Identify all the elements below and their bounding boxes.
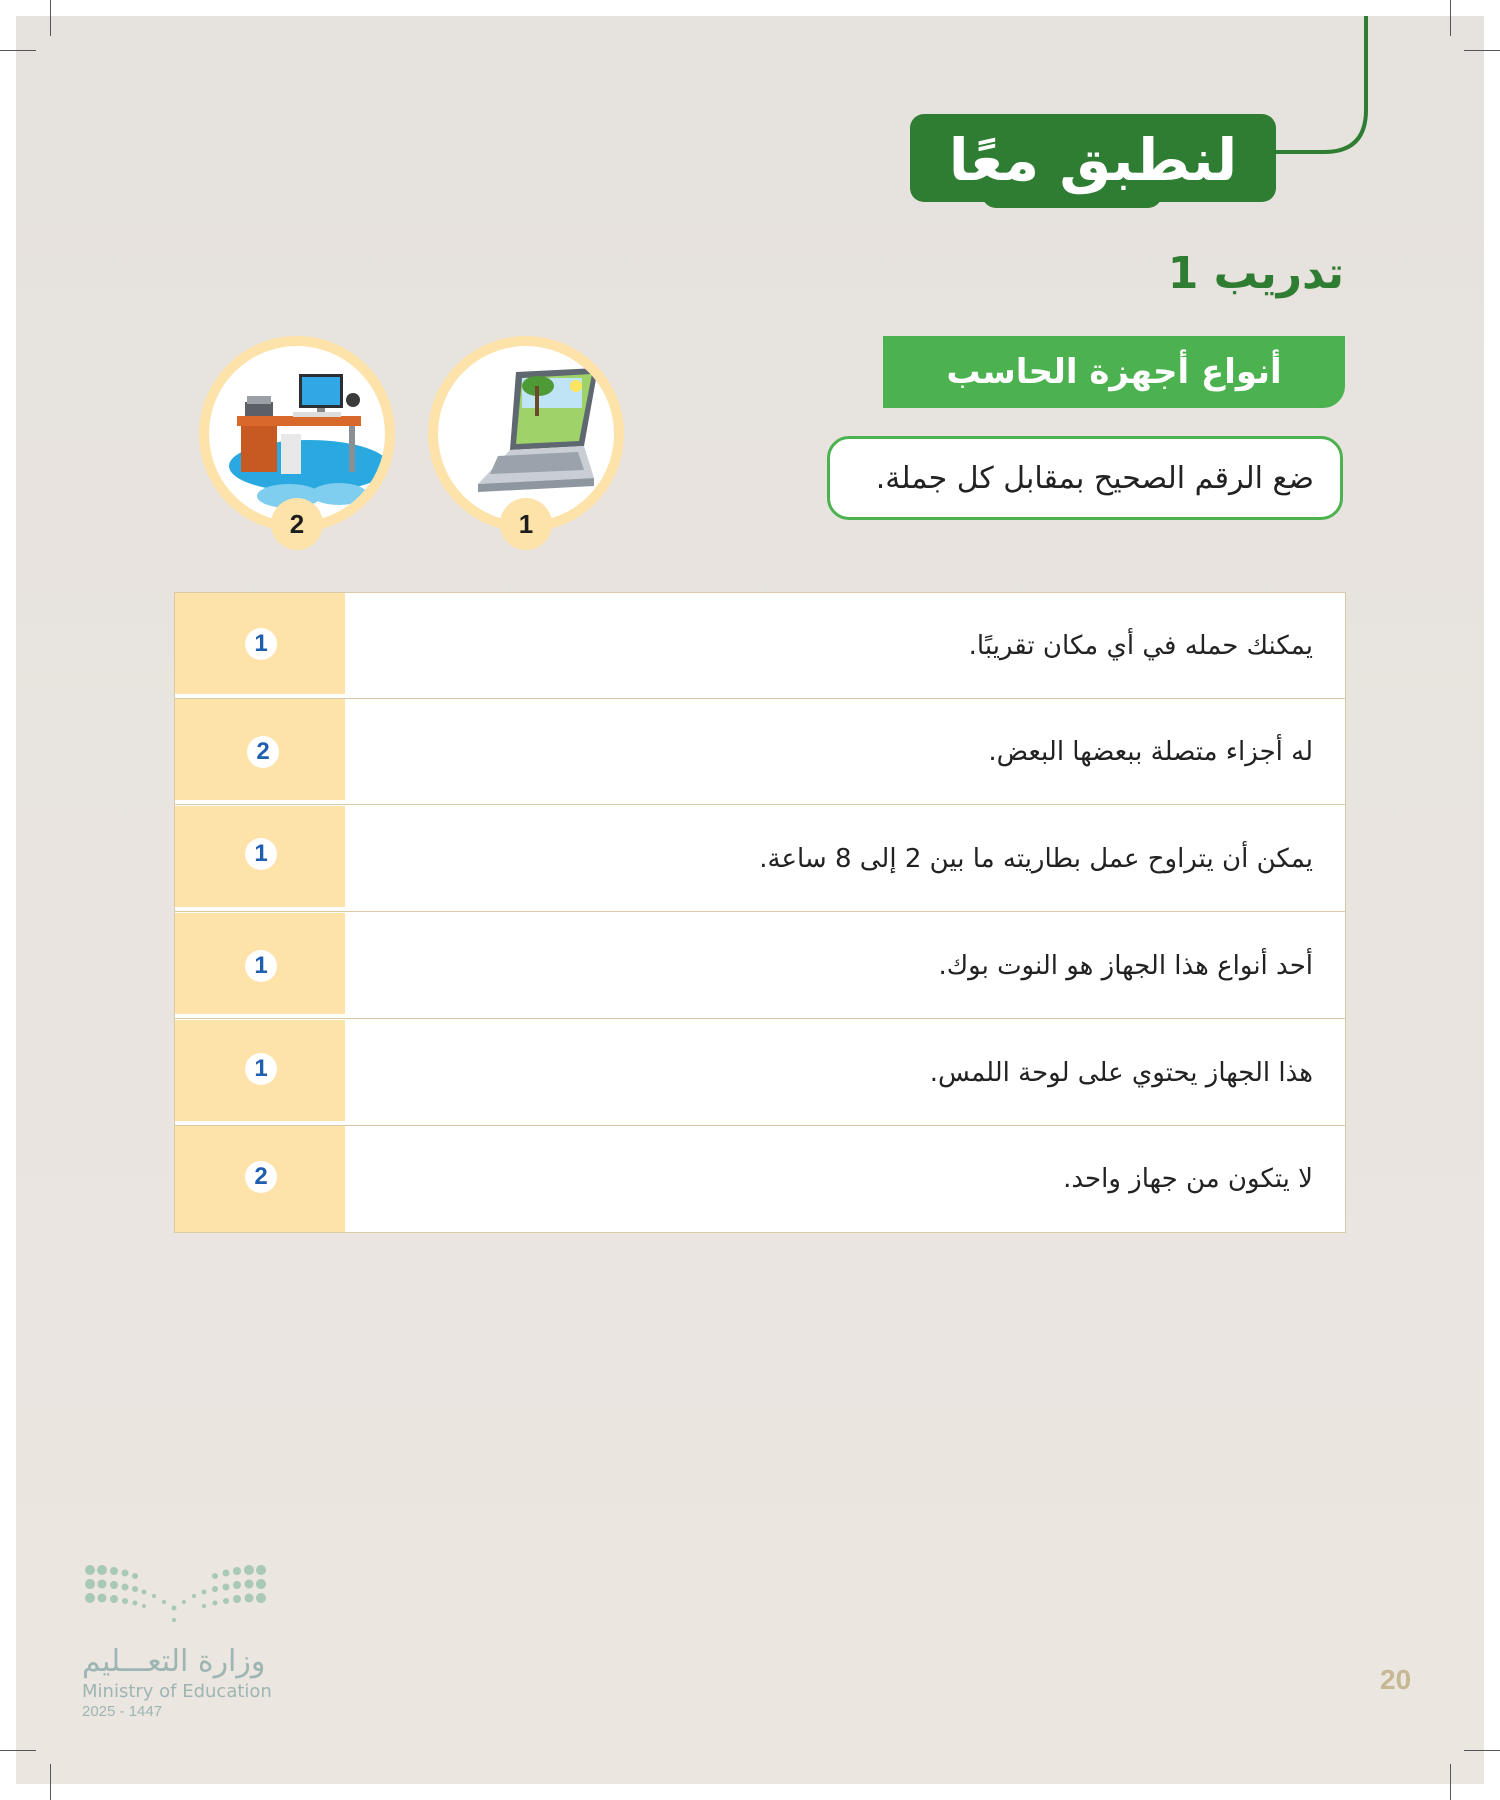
crop-mark	[1464, 1750, 1500, 1751]
answer-number: 1	[245, 628, 277, 660]
device-number-badge: 1	[500, 498, 552, 550]
answer-cell[interactable]	[175, 806, 345, 911]
answer-cell[interactable]	[175, 699, 345, 804]
device-number-badge: 2	[271, 498, 323, 550]
statement-text: يمكن أن يتراوح عمل بطاريته ما بين 2 إلى 8 ساعة.	[759, 843, 1313, 874]
answer-number: 2	[245, 1161, 277, 1193]
table-row	[175, 593, 1345, 699]
statement-text: لا يتكون من جهاز واحد.	[1063, 1164, 1313, 1194]
desktop-computer-icon	[209, 346, 385, 522]
ministry-name-english: Ministry of Education	[82, 1681, 272, 1702]
answer-number: 2	[247, 736, 279, 768]
answer-cell[interactable]	[175, 1020, 345, 1125]
topic-label: أنواع أجهزة الحاسب	[946, 352, 1282, 392]
answer-cell[interactable]	[175, 1126, 345, 1232]
device-card-2	[199, 336, 395, 539]
table-row	[175, 699, 1345, 805]
crop-mark	[50, 1764, 51, 1800]
instruction-box	[827, 436, 1343, 520]
exercise-heading: تدريب 1	[1167, 248, 1344, 299]
table-row	[175, 913, 1345, 1019]
table-row	[175, 1020, 1345, 1126]
connector-line	[1270, 0, 1380, 170]
topic-banner	[883, 336, 1345, 408]
page-title: لنطبق معًا	[948, 126, 1238, 194]
crop-mark	[1450, 1764, 1451, 1800]
matching-table	[174, 592, 1346, 1233]
device-card-1	[428, 336, 624, 539]
statement-text: أحد أنواع هذا الجهاز هو النوت بوك.	[938, 950, 1313, 981]
page-number: 20	[1380, 1664, 1412, 1695]
device-image-frame	[438, 346, 614, 522]
ministry-name-arabic: وزارة التعـــليم	[82, 1644, 266, 1679]
crop-mark	[50, 0, 51, 36]
table-row	[175, 806, 1345, 912]
crop-mark	[1450, 0, 1451, 36]
ministry-logo-dots	[84, 1562, 266, 1626]
answer-number: 1	[245, 950, 277, 982]
instruction-text: ضع الرقم الصحيح بمقابل كل جملة.	[875, 460, 1314, 496]
device-image-frame	[209, 346, 385, 522]
crop-mark	[1464, 50, 1500, 51]
table-row	[175, 1126, 1345, 1232]
statement-text: هذا الجهاز يحتوي على لوحة اللمس.	[929, 1057, 1313, 1088]
statement-text: يمكنك حمله في أي مكان تقريبًا.	[968, 630, 1313, 661]
answer-cell[interactable]	[175, 913, 345, 1018]
answer-cell[interactable]	[175, 593, 345, 698]
laptop-icon	[438, 346, 614, 522]
crop-mark	[0, 50, 36, 51]
crop-mark	[0, 1750, 36, 1751]
answer-number: 1	[245, 1053, 277, 1085]
answer-number: 1	[245, 838, 277, 870]
edition-year: 2025 - 1447	[82, 1703, 163, 1720]
statement-text: له أجزاء متصلة ببعضها البعض.	[988, 736, 1313, 767]
